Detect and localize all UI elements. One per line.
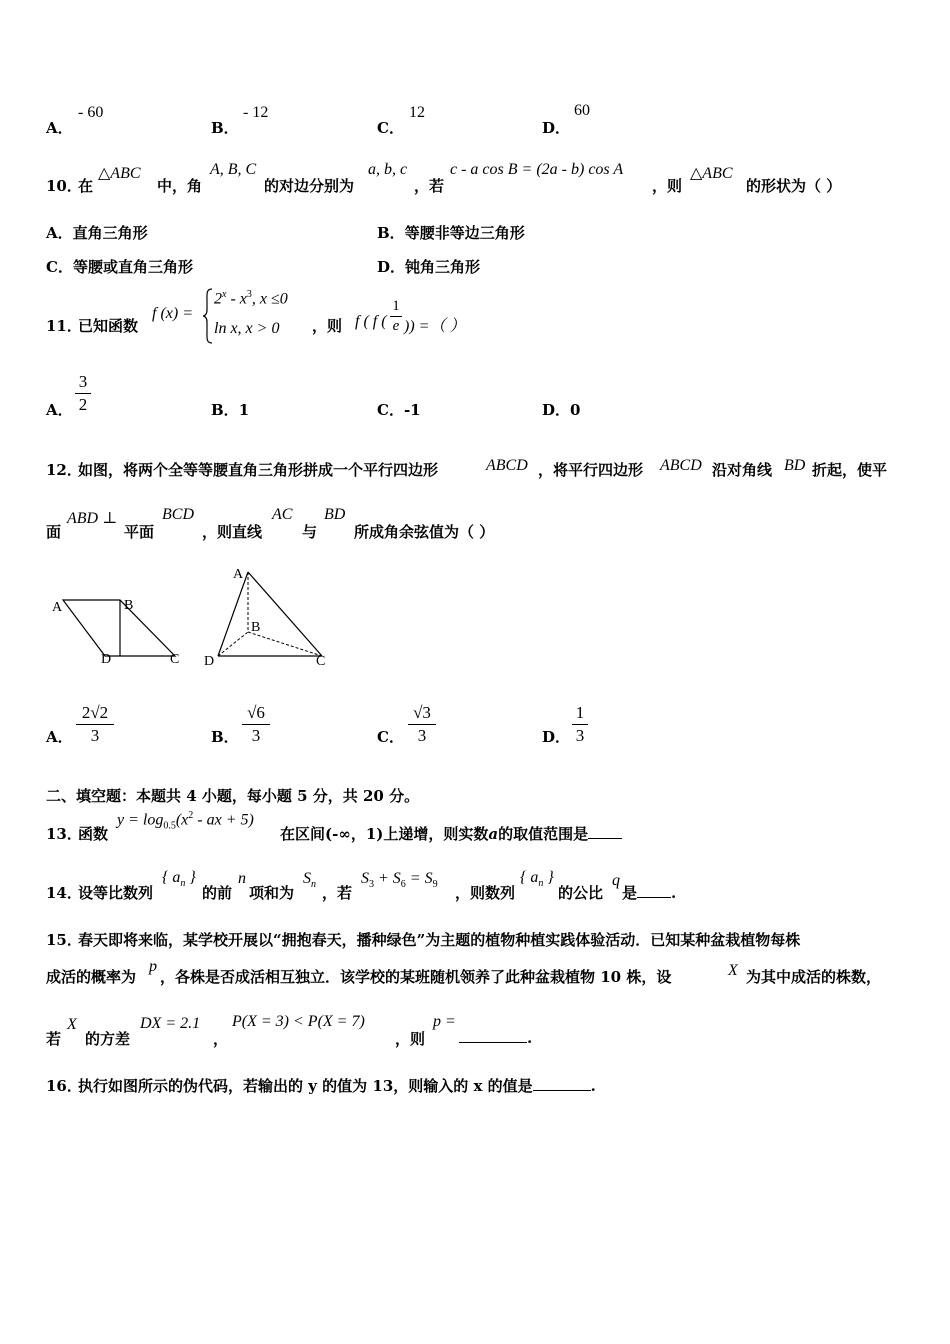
- q10-text: ，若: [414, 177, 445, 195]
- option-label: A．: [46, 224, 73, 242]
- fraction-num: √3: [413, 703, 431, 722]
- q12-math: ABD ⊥: [67, 510, 118, 527]
- q14-period: .: [671, 884, 677, 902]
- q9-option-a-value: - 60: [78, 104, 104, 121]
- q10-text: 中，角: [157, 177, 203, 195]
- q10-sides: a, b, c: [368, 161, 408, 178]
- option-text: 等腰非等边三角形: [404, 224, 525, 242]
- eq-sub: 9: [432, 879, 438, 891]
- q15-text: ，则: [395, 1030, 426, 1048]
- q11-option-b: [211, 399, 249, 420]
- q15-line1: 春天即将来临，某学校开展以“拥抱春天，播种绿色”为主题的植物种植实践体验活动．已知某种盆栽植物每株: [78, 931, 801, 949]
- q12-text: ，将平行四边形: [538, 461, 644, 479]
- seq-open: { a: [162, 869, 181, 886]
- option-text: 等腰或直角三角形: [72, 258, 193, 276]
- answer-blank[interactable]: [637, 883, 671, 898]
- label-c: C: [170, 652, 180, 667]
- q11-composite: f ( f (: [355, 313, 387, 330]
- log-base: 0.5: [163, 820, 176, 832]
- q10-triangle: △ABC: [98, 165, 141, 182]
- q12-math: ABCD: [486, 457, 528, 474]
- seq-sub: n: [538, 878, 544, 890]
- fraction-num: 2√2: [81, 703, 109, 722]
- fraction-num: 1: [392, 298, 400, 314]
- q10-option-b: [377, 222, 525, 243]
- fraction-den: 3: [242, 724, 270, 747]
- seq-open: { a: [520, 869, 539, 886]
- q12-math: AC: [272, 506, 293, 523]
- q15-text: 为其中成活的株数，: [746, 968, 882, 986]
- q15-number: 15．: [46, 931, 82, 949]
- fraction-num: 3: [78, 372, 88, 391]
- q10-triangle: △ABC: [690, 165, 733, 182]
- option-label: D．: [542, 401, 571, 419]
- q9-option-b-value: - 12: [243, 104, 269, 121]
- q15-period: .: [527, 1029, 533, 1047]
- q12-text: 与: [302, 523, 318, 541]
- q10-option-c: [46, 256, 193, 277]
- q14-text: 的前: [202, 884, 233, 902]
- label-a: A: [233, 567, 244, 582]
- q11-option-d: [542, 399, 580, 420]
- q11-case-2: ln x, x > 0: [214, 320, 280, 337]
- q10-option-d: [377, 256, 480, 277]
- q11-case-1: [214, 289, 288, 308]
- sn-sub: n: [311, 879, 316, 891]
- q12-math: ABCD: [660, 457, 702, 474]
- q13-text-b: 的取值范围是: [498, 825, 589, 843]
- q12-figure: [40, 560, 340, 675]
- option-value: 0: [570, 401, 581, 419]
- label-c: C: [316, 654, 326, 669]
- case1-base: 2: [214, 290, 222, 308]
- q14-number: 14．: [46, 884, 82, 902]
- eq-eq: = S: [405, 870, 433, 887]
- q12-math: BD: [784, 457, 806, 474]
- q14-sequence: [520, 869, 554, 889]
- q15-p: p: [149, 958, 157, 975]
- q16-number: 16．: [46, 1077, 82, 1095]
- q14-n: n: [238, 870, 246, 887]
- q9-option-b-label: B．: [211, 119, 239, 137]
- label-d: D: [101, 652, 112, 667]
- q12-math: BCD: [162, 506, 194, 523]
- q9-option-c-label: C．: [377, 119, 404, 137]
- q13-function: [117, 810, 254, 832]
- q11-option-c: [377, 399, 421, 420]
- q11-option-a-fraction: [75, 371, 91, 416]
- label-b: B: [124, 598, 134, 613]
- q14-shi: 是: [622, 884, 638, 902]
- case1-rest: - x: [226, 290, 247, 308]
- fn-head: y = log: [117, 811, 164, 829]
- seq-close: }: [543, 869, 554, 886]
- case1-exp: x: [222, 289, 227, 300]
- q14-text: ，若: [322, 884, 353, 902]
- q13-number: 13．: [46, 825, 82, 843]
- q12-text: 平面: [124, 523, 155, 541]
- q14-text: 设等比数列: [78, 884, 154, 902]
- q9-option-a-label: A．: [46, 119, 73, 137]
- fraction-den: 2: [75, 393, 91, 416]
- q13-text-a: 在区间(-∞，1)上递增，则实数: [280, 825, 489, 843]
- q10-text: 的对边分别为: [264, 177, 355, 195]
- fraction-den: 3: [572, 724, 588, 747]
- q15-variance: DX = 2.1: [140, 1015, 201, 1032]
- q11-text: ，则: [312, 317, 343, 335]
- q12-text: ，则直线: [202, 523, 263, 541]
- option-value: 1: [238, 401, 250, 419]
- option-label: B．: [377, 224, 405, 242]
- q9-option-c-value: 12: [409, 104, 425, 121]
- eq-plus: + S: [374, 870, 401, 887]
- q14-text: 项和为: [249, 884, 295, 902]
- q11-option-a-label: A．: [46, 401, 73, 419]
- q15-x: X: [728, 962, 738, 979]
- option-text: 钝角三角形: [405, 258, 481, 276]
- option-label: C．: [46, 258, 73, 276]
- seq-close: }: [185, 869, 196, 886]
- q14-equation: [361, 870, 438, 890]
- q13-var-a: a: [488, 825, 499, 843]
- q10-text: 的形状为（ ）: [746, 177, 842, 195]
- fraction-den: 3: [76, 724, 114, 747]
- q9-option-d-label: D．: [542, 119, 571, 137]
- q15-text: ，各株是否成活相互独立．该学校的某班随机领养了此种盆栽植物 10 株，设: [160, 968, 672, 986]
- q12-number: 12．: [46, 461, 82, 479]
- option-label: D．: [377, 258, 406, 276]
- fraction-den: e: [390, 316, 402, 336]
- q11-function-name: f (x) =: [152, 305, 193, 322]
- option-label: C．: [377, 401, 404, 419]
- q15-text: 成活的概率为: [46, 968, 137, 986]
- q12-text: 如图，将两个全等等腰直角三角形拼成一个平行四边形: [78, 461, 439, 479]
- fraction-num: 1: [575, 703, 585, 722]
- exponent: 2: [188, 810, 194, 821]
- q15-p-eq: p =: [433, 1013, 456, 1030]
- q9-option-d-value: 60: [574, 102, 590, 119]
- q13-text: [280, 823, 622, 844]
- q14-text: 的公比: [558, 884, 604, 902]
- q12-option-c-label: C．: [377, 728, 404, 746]
- q11-composite-tail: )) =（ ）: [404, 318, 466, 335]
- eq-sub: 3: [369, 879, 374, 891]
- q10-number: 10．: [46, 177, 82, 195]
- eq-sub: 6: [400, 879, 406, 891]
- label-d: D: [204, 654, 215, 669]
- q10-text: 在: [78, 177, 94, 195]
- q12-option-b-label: B．: [211, 728, 239, 746]
- brace-icon: [202, 288, 214, 344]
- seq-sub: n: [180, 878, 186, 890]
- option-value: -1: [403, 401, 421, 419]
- q14-sn: [303, 870, 316, 890]
- q16-period: .: [590, 1077, 596, 1095]
- q10-equation: c - a cos B = (2a - b) cos A: [450, 161, 624, 178]
- fn-rest: (x: [175, 811, 189, 829]
- q12-math: BD: [324, 506, 346, 523]
- q12-text: 沿对角线: [712, 461, 773, 479]
- q16-body: 执行如图所示的伪代码，若输出的 y 的值为 13，则输入的 x 的值是: [78, 1077, 533, 1095]
- q14-q: q: [612, 872, 620, 889]
- fn-tail: - ax + 5): [193, 811, 254, 829]
- eq-s: S: [361, 870, 369, 887]
- q12-text: 所成角余弦值为（ ）: [354, 523, 495, 541]
- q15-text: 的方差: [85, 1030, 131, 1048]
- q10-option-a: [46, 222, 148, 243]
- answer-blank[interactable]: [533, 1076, 591, 1091]
- answer-blank[interactable]: [588, 824, 622, 839]
- q12-option-c-fraction: [408, 702, 436, 747]
- q11-number: 11．: [46, 317, 82, 335]
- q14-sequence: [162, 869, 196, 889]
- sn-s: S: [303, 870, 311, 887]
- q12-option-a-fraction: [76, 702, 114, 747]
- q14-text: ，则数列: [455, 884, 516, 902]
- option-label: B．: [211, 401, 239, 419]
- option-text: 直角三角形: [72, 224, 148, 242]
- q10-angles: A, B, C: [210, 161, 257, 178]
- q15-text: ，: [213, 1030, 229, 1048]
- q14-text: [622, 882, 676, 903]
- case1-exp2: 3: [246, 289, 252, 300]
- case1-tail: , x ≤0: [251, 290, 288, 308]
- q12-text: 折起，使平: [812, 461, 888, 479]
- q15-x: X: [67, 1016, 77, 1033]
- q11-fraction: [390, 297, 402, 336]
- answer-blank[interactable]: [459, 1028, 527, 1043]
- q12-option-d-fraction: [572, 702, 588, 747]
- section-heading: 二、填空题：本题共 4 小题，每小题 5 分，共 20 分。: [46, 787, 420, 805]
- label-a: A: [52, 600, 63, 615]
- q12-option-b-fraction: [242, 702, 270, 747]
- q11-text: 已知函数: [78, 317, 139, 335]
- fraction-den: 3: [408, 724, 436, 747]
- q16-text: [78, 1075, 596, 1096]
- q15-answer: [459, 1028, 532, 1047]
- q15-text: 若: [46, 1030, 62, 1048]
- q10-text: ，则: [652, 177, 683, 195]
- q12-option-d-label: D．: [542, 728, 571, 746]
- q13-text: 函数: [78, 825, 109, 843]
- fraction-num: √6: [247, 703, 265, 722]
- label-b: B: [251, 620, 261, 635]
- q15-probability: P(X = 3) < P(X = 7): [232, 1013, 365, 1030]
- q12-text: 面: [46, 523, 62, 541]
- q12-option-a-label: A．: [46, 728, 73, 746]
